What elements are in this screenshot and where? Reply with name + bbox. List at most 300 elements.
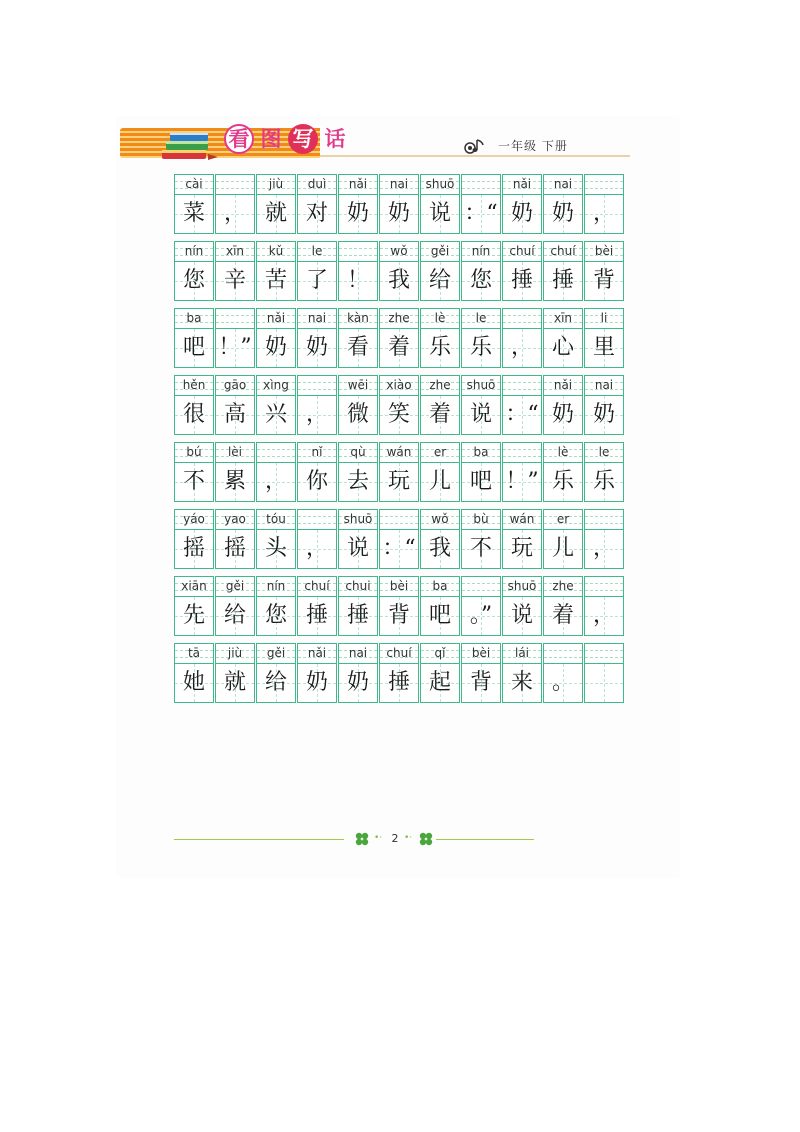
hanzi-text: 背 (592, 268, 615, 293)
hanzi-box (421, 530, 459, 568)
pinyin-text: er (556, 512, 570, 526)
character-cell (584, 442, 624, 502)
pinyin-box (257, 376, 295, 396)
character-cell (502, 174, 542, 234)
hanzi-text: ， (592, 536, 615, 561)
character-cell (420, 643, 460, 703)
grid-row (174, 509, 624, 569)
hanzi-text: 辛 (223, 268, 246, 293)
hanzi-box (339, 262, 377, 300)
character-cell (502, 308, 542, 368)
character-cell (215, 509, 255, 569)
character-cell (379, 375, 419, 435)
pinyin-text: duì (307, 177, 327, 191)
character-cell (297, 643, 337, 703)
pinyin-box (257, 443, 295, 463)
hanzi-text: ， (305, 536, 328, 561)
hanzi-text: 奶 (551, 402, 574, 427)
hanzi-text: 您 (182, 268, 205, 293)
pinyin-text: nǐ (311, 445, 323, 459)
pinyin-box (544, 309, 582, 329)
hanzi-text: 说 (346, 536, 369, 561)
pinyin-text: hěn (182, 378, 206, 392)
character-cell (543, 174, 583, 234)
pinyin-text: nai (553, 177, 573, 191)
character-cell (215, 174, 255, 234)
hanzi-box (298, 597, 336, 635)
character-cell (297, 174, 337, 234)
pinyin-box (503, 510, 541, 530)
character-cell (174, 375, 214, 435)
pinyin-text: bù (473, 512, 489, 526)
character-cell (338, 643, 378, 703)
header-rule (320, 155, 630, 157)
hanzi-box (462, 262, 500, 300)
pinyin-box (421, 577, 459, 597)
hanzi-text: 说 (469, 402, 492, 427)
pinyin-box (380, 644, 418, 664)
pinyin-text: nai (307, 311, 327, 325)
hanzi-text: 我 (387, 268, 410, 293)
pinyin-text: chuí (304, 579, 330, 593)
pinyin-box (175, 309, 213, 329)
character-cell (543, 308, 583, 368)
character-cell (256, 174, 296, 234)
hanzi-box (339, 396, 377, 434)
character-cell (502, 241, 542, 301)
hanzi-text: ：“ (505, 402, 539, 427)
pinyin-box (503, 376, 541, 396)
title-char: 图 (260, 127, 282, 151)
hanzi-box (175, 530, 213, 568)
pinyin-box (339, 309, 377, 329)
hanzi-text: 奶 (551, 201, 574, 226)
pinyin-box (257, 175, 295, 195)
pinyin-text: yao (224, 512, 246, 526)
character-cell (256, 576, 296, 636)
hanzi-text: ：“ (382, 536, 416, 561)
pinyin-box (503, 443, 541, 463)
footer-rule-left (174, 839, 344, 840)
pinyin-box (175, 175, 213, 195)
character-cell (543, 576, 583, 636)
character-cell (174, 442, 214, 502)
hanzi-text: 高 (223, 402, 246, 427)
hanzi-box (257, 664, 295, 702)
hanzi-text: ！” (218, 335, 252, 360)
hanzi-box (585, 262, 623, 300)
pinyin-text: le (475, 311, 487, 325)
pinyin-box (339, 242, 377, 262)
pinyin-box (462, 577, 500, 597)
hanzi-text: 摇 (182, 536, 205, 561)
pinyin-box (339, 644, 377, 664)
hanzi-text: 说 (510, 603, 533, 628)
pinyin-text: shuō (466, 378, 496, 392)
character-cell (420, 509, 460, 569)
hanzi-text: ， (223, 201, 246, 226)
pinyin-text: nín (184, 244, 204, 258)
pinyin-box (175, 577, 213, 597)
hanzi-box (421, 664, 459, 702)
pinyin-text: er (433, 445, 447, 459)
pinyin-text: xiān (181, 579, 207, 593)
hanzi-box (175, 195, 213, 233)
pinyin-box (462, 175, 500, 195)
hanzi-text: 起 (428, 670, 451, 695)
pinyin-text: wán (509, 512, 535, 526)
hanzi-text: 奶 (346, 670, 369, 695)
character-cell (338, 174, 378, 234)
hanzi-text: 了 (305, 268, 328, 293)
title-char: 看 (224, 124, 254, 154)
hanzi-box (339, 463, 377, 501)
music-notes-icon (464, 136, 486, 154)
hanzi-text: 奶 (510, 201, 533, 226)
character-cell (338, 509, 378, 569)
pinyin-box (585, 376, 623, 396)
pinyin-box (216, 242, 254, 262)
pinyin-box (380, 510, 418, 530)
grid-row (174, 442, 624, 502)
page-footer (174, 830, 534, 850)
hanzi-text: 来 (510, 670, 533, 695)
character-cell (379, 643, 419, 703)
hanzi-box (503, 664, 541, 702)
character-cell (379, 308, 419, 368)
hanzi-box (216, 530, 254, 568)
character-cell (584, 308, 624, 368)
pinyin-box (216, 577, 254, 597)
character-cell (174, 509, 214, 569)
pinyin-text: kàn (347, 311, 369, 325)
pinyin-box (175, 443, 213, 463)
pinyin-text: lái (514, 646, 530, 660)
pinyin-text: zhe (429, 378, 451, 392)
pinyin-box (503, 644, 541, 664)
grid-row (174, 643, 624, 703)
page-header (120, 122, 630, 162)
pinyin-box (339, 376, 377, 396)
character-cell (379, 442, 419, 502)
pinyin-box (421, 376, 459, 396)
pinyin-box (298, 577, 336, 597)
pinyin-text: wēi (347, 378, 369, 392)
character-cell (543, 643, 583, 703)
pinyin-box (257, 644, 295, 664)
hanzi-text: 苦 (264, 268, 287, 293)
hanzi-box (257, 262, 295, 300)
page-number: 2 (391, 832, 399, 845)
grade-label: 一年级 下册 (498, 139, 568, 153)
hanzi-box (544, 262, 582, 300)
character-cell (256, 241, 296, 301)
pinyin-box (421, 309, 459, 329)
pinyin-box (421, 443, 459, 463)
pinyin-text: shuō (507, 579, 537, 593)
hanzi-text: 给 (428, 268, 451, 293)
pinyin-text: jiù (227, 646, 243, 660)
character-cell (502, 643, 542, 703)
hanzi-box (339, 195, 377, 233)
hanzi-box (216, 195, 254, 233)
character-cell (420, 241, 460, 301)
hanzi-box (421, 463, 459, 501)
hanzi-box (380, 396, 418, 434)
character-cell (338, 308, 378, 368)
pinyin-box (421, 242, 459, 262)
hanzi-box (380, 597, 418, 635)
character-cell (461, 241, 501, 301)
pinyin-text: ba (473, 445, 489, 459)
pinyin-text: yáo (183, 512, 205, 526)
pinyin-text: wán (386, 445, 412, 459)
pinyin-box (585, 644, 623, 664)
pinyin-text: nín (266, 579, 286, 593)
pinyin-box (298, 443, 336, 463)
grid-row (174, 375, 624, 435)
character-cell (584, 643, 624, 703)
section-title (224, 124, 350, 154)
hanzi-text: 儿 (551, 536, 574, 561)
character-cell (256, 375, 296, 435)
character-cell (420, 442, 460, 502)
character-cell (420, 576, 460, 636)
hanzi-box (421, 597, 459, 635)
pinyin-text: ba (186, 311, 202, 325)
pinyin-box (462, 242, 500, 262)
pinyin-text: nǎi (307, 646, 327, 660)
pinyin-box (503, 577, 541, 597)
pinyin-box (544, 644, 582, 664)
hanzi-text: ， (510, 335, 533, 360)
hanzi-box (462, 597, 500, 635)
hanzi-text: 。 (551, 670, 574, 695)
hanzi-text: 吧 (469, 469, 492, 494)
grid-row (174, 576, 624, 636)
pinyin-text: le (598, 445, 610, 459)
pinyin-text: shuō (343, 512, 373, 526)
pinyin-text: chuí (550, 244, 576, 258)
pinyin-text: qǐ (434, 646, 446, 660)
hanzi-text: 奶 (346, 201, 369, 226)
pinyin-text: zhe (552, 579, 574, 593)
pinyin-text: bèi (389, 579, 409, 593)
hanzi-text: ， (592, 603, 615, 628)
hanzi-box (503, 463, 541, 501)
pinyin-box (380, 309, 418, 329)
hanzi-box (421, 262, 459, 300)
hanzi-text: ， (264, 469, 287, 494)
pinyin-box (298, 175, 336, 195)
pinyin-text: gāo (223, 378, 247, 392)
hanzi-box (216, 396, 254, 434)
hanzi-text: 乐 (469, 335, 492, 360)
pinyin-text: bèi (594, 244, 614, 258)
pinyin-box (298, 309, 336, 329)
hanzi-box (421, 329, 459, 367)
hanzi-box (503, 262, 541, 300)
hanzi-text: 很 (182, 402, 205, 427)
pinyin-box (298, 510, 336, 530)
pinyin-text: nai (594, 378, 614, 392)
pinyin-box (544, 242, 582, 262)
hanzi-box (585, 530, 623, 568)
pinyin-box (175, 644, 213, 664)
pinyin-box (257, 577, 295, 597)
pinyin-text: nín (471, 244, 491, 258)
pinyin-box (462, 443, 500, 463)
character-cell (584, 375, 624, 435)
character-cell (379, 576, 419, 636)
pinyin-box (585, 309, 623, 329)
hanzi-box (544, 396, 582, 434)
character-cell (461, 576, 501, 636)
hanzi-box (298, 530, 336, 568)
pinyin-box (585, 577, 623, 597)
pinyin-text: gěi (430, 244, 450, 258)
hanzi-box (339, 664, 377, 702)
hanzi-box (544, 329, 582, 367)
pinyin-text: lè (557, 445, 569, 459)
character-cell (584, 174, 624, 234)
hanzi-text: 给 (264, 670, 287, 695)
grid-row (174, 308, 624, 368)
hanzi-text: 奶 (592, 402, 615, 427)
character-cell (584, 509, 624, 569)
character-cell (174, 241, 214, 301)
pinyin-text: xīn (225, 244, 245, 258)
hanzi-text: ：“ (464, 201, 498, 226)
pinyin-text: nai (348, 646, 368, 660)
pinyin-box (585, 175, 623, 195)
hanzi-text: 玩 (387, 469, 410, 494)
hanzi-text: 着 (551, 603, 574, 628)
character-cell (338, 241, 378, 301)
hanzi-box (544, 597, 582, 635)
character-cell (584, 576, 624, 636)
character-cell (461, 375, 501, 435)
hanzi-text: 笑 (387, 402, 410, 427)
hanzi-text: 您 (264, 603, 287, 628)
hanzi-text: 奶 (305, 335, 328, 360)
pinyin-box (462, 309, 500, 329)
hanzi-box (585, 463, 623, 501)
hanzi-box (421, 195, 459, 233)
hanzi-text: 着 (428, 402, 451, 427)
pinyin-box (216, 376, 254, 396)
pinyin-box (339, 175, 377, 195)
character-cell (420, 174, 460, 234)
hanzi-box (175, 597, 213, 635)
character-cell (420, 308, 460, 368)
hanzi-box (380, 262, 418, 300)
hanzi-text: 微 (346, 402, 369, 427)
pinyin-box (585, 443, 623, 463)
hanzi-box (298, 664, 336, 702)
books-icon (160, 130, 220, 162)
hanzi-text: 儿 (428, 469, 451, 494)
hanzi-box (339, 530, 377, 568)
pinyin-box (462, 510, 500, 530)
character-cell (461, 643, 501, 703)
hanzi-text: 奶 (305, 670, 328, 695)
hanzi-box (175, 396, 213, 434)
hanzi-text: 奶 (264, 335, 287, 360)
pinyin-text: nai (389, 177, 409, 191)
character-cell (174, 576, 214, 636)
pinyin-box (421, 510, 459, 530)
character-cell (502, 375, 542, 435)
hanzi-text: 玩 (510, 536, 533, 561)
hanzi-box (298, 195, 336, 233)
hanzi-box (585, 329, 623, 367)
character-cell (174, 174, 214, 234)
character-cell (256, 308, 296, 368)
hanzi-text: 背 (387, 603, 410, 628)
pinyin-box (298, 644, 336, 664)
character-cell (461, 174, 501, 234)
pinyin-box (544, 577, 582, 597)
hanzi-box (339, 329, 377, 367)
pinyin-box (380, 376, 418, 396)
pinyin-box (257, 510, 295, 530)
hanzi-text: 头 (264, 536, 287, 561)
pinyin-text: wǒ (431, 512, 449, 526)
hanzi-box (503, 195, 541, 233)
hanzi-box (298, 396, 336, 434)
hanzi-text: 里 (592, 335, 615, 360)
hanzi-text: 就 (264, 201, 287, 226)
pinyin-text: xīn (553, 311, 573, 325)
hanzi-box (257, 329, 295, 367)
hanzi-text: 你 (305, 469, 328, 494)
hanzi-text: 乐 (592, 469, 615, 494)
pinyin-text: nǎi (348, 177, 368, 191)
hanzi-box (544, 463, 582, 501)
pinyin-text: ba (432, 579, 448, 593)
hanzi-box (216, 664, 254, 702)
hanzi-text: 吧 (182, 335, 205, 360)
hanzi-text: 先 (182, 603, 205, 628)
hanzi-text: 奶 (387, 201, 410, 226)
character-cell (215, 643, 255, 703)
hanzi-text: 摇 (223, 536, 246, 561)
pinyin-box (257, 309, 295, 329)
hanzi-box (175, 664, 213, 702)
pinyin-text: chuí (509, 244, 535, 258)
pinyin-text: lèi (227, 445, 243, 459)
character-cell (543, 509, 583, 569)
character-cell (379, 241, 419, 301)
character-cell (338, 442, 378, 502)
pinyin-box (380, 443, 418, 463)
character-cell (379, 509, 419, 569)
character-cell (338, 576, 378, 636)
hanzi-text: ！ (346, 268, 369, 293)
hanzi-box (462, 195, 500, 233)
pinyin-box (216, 510, 254, 530)
pinyin-box (585, 510, 623, 530)
pinyin-text: nǎi (553, 378, 573, 392)
hanzi-text: 您 (469, 268, 492, 293)
pinyin-text: gěi (225, 579, 245, 593)
hanzi-box (380, 664, 418, 702)
hanzi-box (544, 195, 582, 233)
character-cell (215, 308, 255, 368)
pinyin-box (175, 242, 213, 262)
hanzi-box (380, 329, 418, 367)
